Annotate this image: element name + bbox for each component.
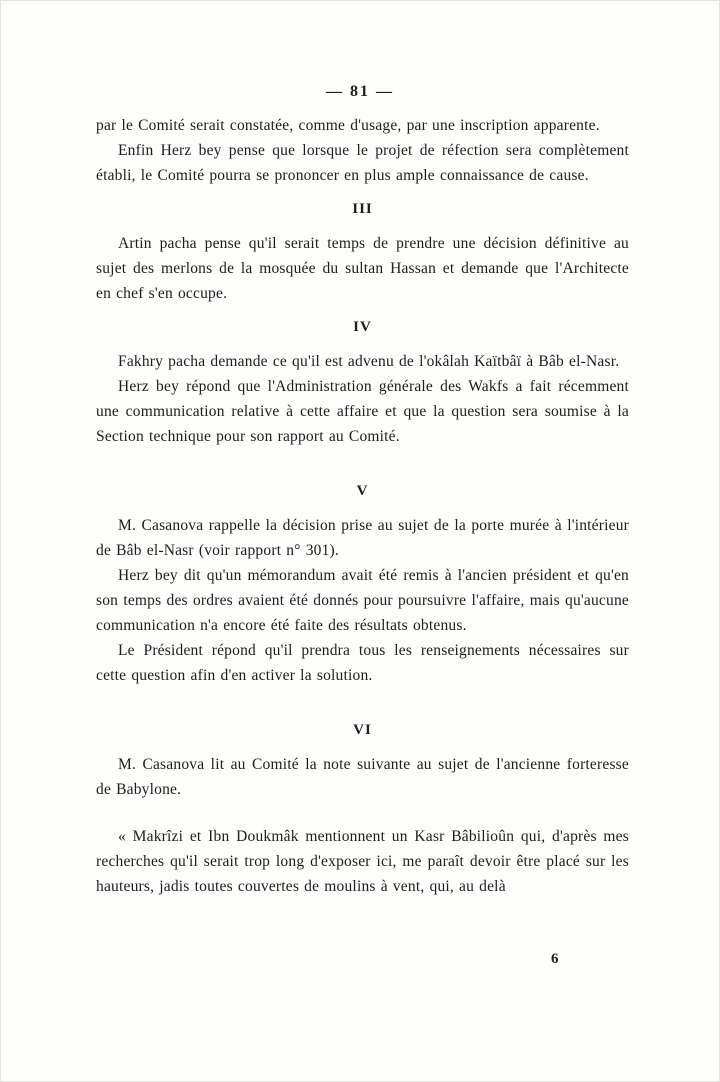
section-heading-vi: VI [353,722,372,738]
section-heading-v: V [356,483,369,499]
page-number-header: — 81 — [326,83,394,100]
paragraph: Herz bey répond que l'Administration générale des Wakfs a fait récemment une communication relative à cette affaire et que la question sera soumise à la Section technique pour son rapport au Comité. [96,378,629,445]
paragraph-continuation: par le Comité serait constatée, comme d'usage, par une inscription apparente. [96,117,600,134]
paragraph: Enfin Herz bey pense que lorsque le projet de réfection sera complètement établi, le Comité pourra se prononcer en plus ample connaissance de cause. [96,142,629,184]
paragraph: Artin pacha pense qu'il serait temps de prendre une décision définitive au sujet des merlons de la mosquée du sultan Hassan et demande que l'Architecte en chef s'en occupe. [96,235,629,302]
paragraph-quote: « Makrîzi et Ibn Doukmâk mentionnent un Kasr Bâbilioûn qui, d'après mes recherches qu'il serait trop long d'exposer ici, me paraît devoir être placé sur les hauteurs, jadis toutes couvertes de moulins à vent, qui, au delà [96,828,629,895]
paragraph: Herz bey dit qu'un mémorandum avait été remis à l'ancien président et qu'en son temps des ordres avaient été donnés pour poursuivre l'affaire, mais qu'aucune communication n'a encore été faite des résultats obtenus. [96,567,629,634]
printer-signature-mark: 6 [551,951,559,967]
paragraph: Fakhry pacha demande ce qu'il est advenu de l'okâlah Kaïtbâï à Bâb el-Nasr. [118,353,620,370]
paragraph: M. Casanova rappelle la décision prise au sujet de la porte murée à l'intérieur de Bâb el-Nasr (voir rapport n° 301). [96,517,629,559]
page-body [96,113,629,899]
paragraph: Le Président répond qu'il prendra tous les renseignements nécessaires sur cette question afin d'en activer la solution. [96,642,629,684]
paragraph: M. Casanova lit au Comité la note suivante au sujet de l'ancienne forteresse de Babylone. [96,756,629,798]
section-heading-iii: III [352,201,373,217]
section-heading-iv: IV [353,319,372,335]
